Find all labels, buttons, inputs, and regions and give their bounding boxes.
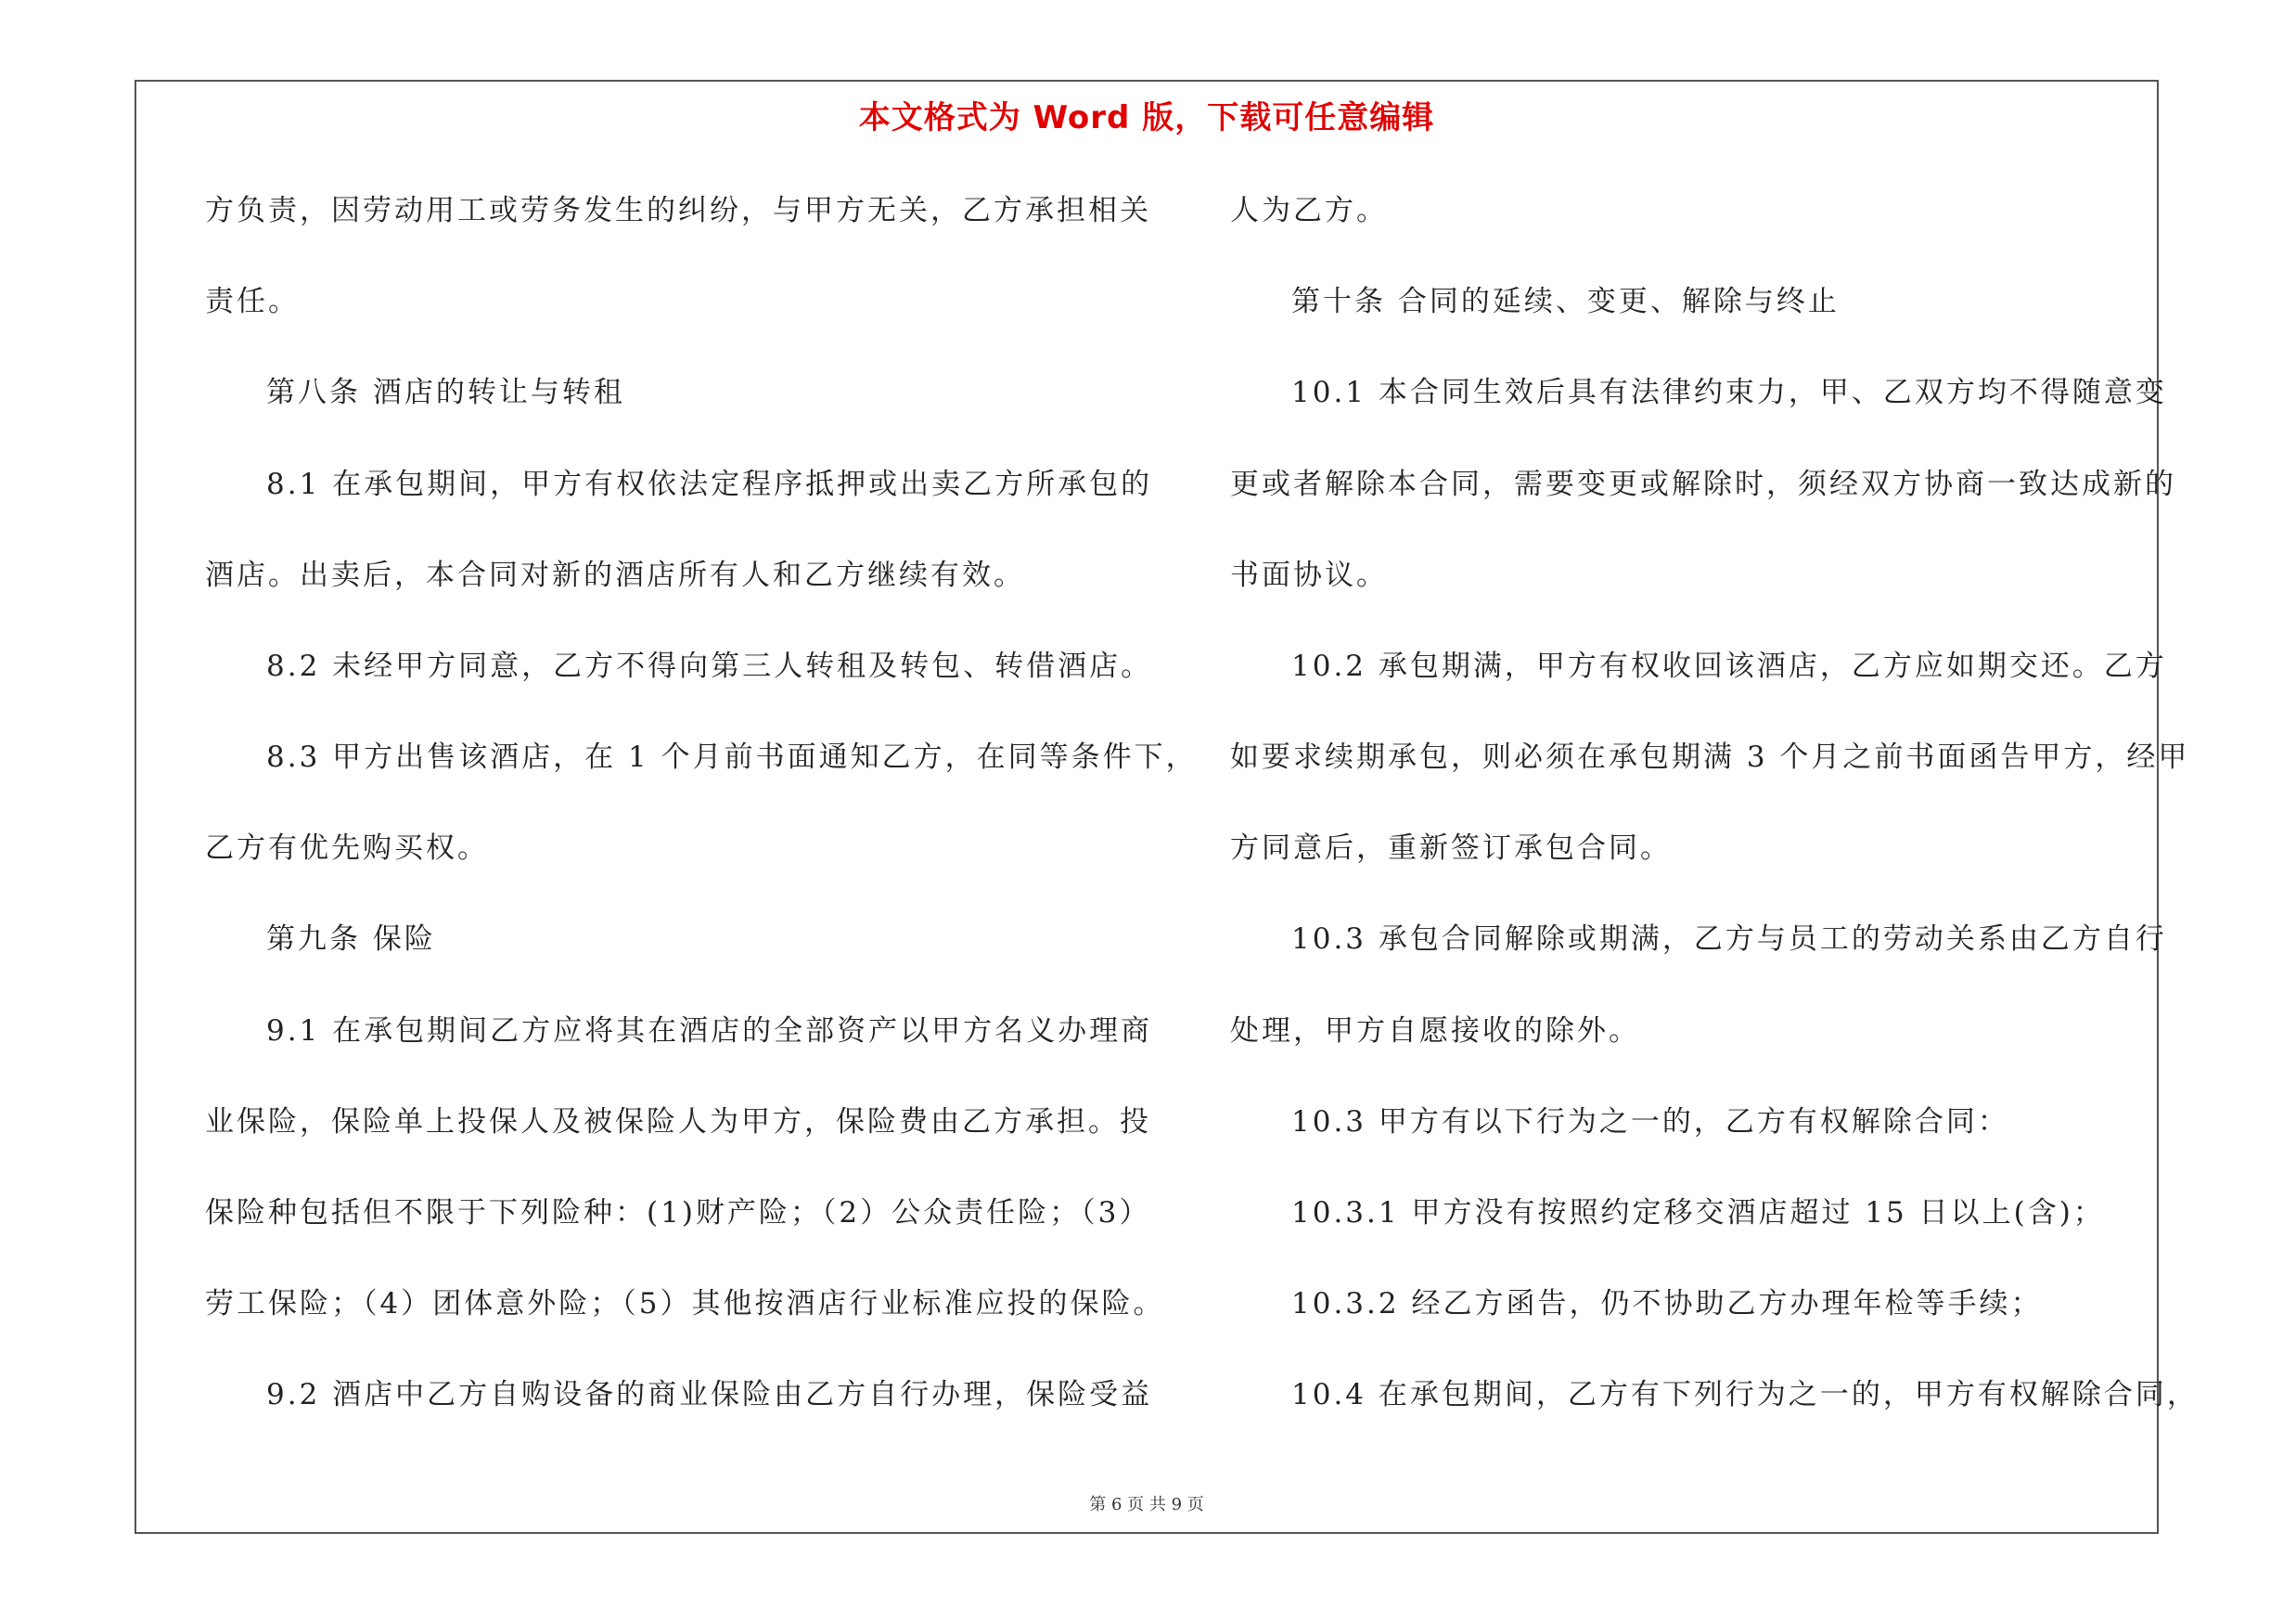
text-line: 更或者解除本合同，需要变更或解除时，须经双方协商一致达成新的 bbox=[1230, 468, 2176, 501]
text-line: 8.3 甲方出售该酒店，在 1 个月前书面通知乙方，在同等条件下， bbox=[266, 741, 1198, 774]
text-line: 10.3 承包合同解除或期满，乙方与员工的劳动关系由乙方自行 bbox=[1291, 922, 2167, 956]
text-line: 如要求续期承包，则必须在承包期满 3 个月之前书面函告甲方，经甲 bbox=[1230, 741, 2190, 774]
text-line: 10.2 承包期满，甲方有权收回该酒店，乙方应如期交还。乙方 bbox=[1291, 650, 2167, 683]
text-line: 10.3 甲方有以下行为之一的，乙方有权解除合同： bbox=[1291, 1105, 2009, 1139]
text-line: 9.1 在承包期间乙方应将其在酒店的全部资产以甲方名义办理商 bbox=[266, 1014, 1153, 1048]
text-line: 方同意后，重新签订承包合同。 bbox=[1230, 831, 1672, 865]
section-heading: 第八条 酒店的转让与转租 bbox=[266, 376, 625, 409]
text-line: 10.3.2 经乙方函告，仍不协助乙方办理年检等手续； bbox=[1291, 1287, 2043, 1320]
text-line: 业保险，保险单上投保人及被保险人为甲方，保险费由乙方承担。投 bbox=[205, 1105, 1151, 1139]
text-line: 9.2 酒店中乙方自购设备的商业保险由乙方自行办理，保险受益 bbox=[266, 1378, 1153, 1411]
section-heading: 第十条 合同的延续、变更、解除与终止 bbox=[1291, 285, 1840, 318]
section-heading: 第九条 保险 bbox=[266, 922, 436, 956]
text-line: 8.1 在承包期间，甲方有权依法定程序抵押或出卖乙方所承包的 bbox=[266, 468, 1153, 501]
text-line: 劳工保险；（4）团体意外险；（5）其他按酒店行业标准应投的保险。 bbox=[205, 1287, 1165, 1320]
word-format-notice: 本文格式为 Word 版，下载可任意编辑 bbox=[858, 99, 1435, 136]
text-line: 10.3.1 甲方没有按照约定移交酒店超过 15 日以上(含)； bbox=[1291, 1196, 2105, 1230]
text-line: 人为乙方。 bbox=[1230, 194, 1388, 227]
text-line: 保险种包括但不限于下列险种：(1)财产险；（2）公众责任险；（3） bbox=[205, 1196, 1151, 1230]
text-line: 乙方有优先购买权。 bbox=[205, 831, 489, 865]
text-line: 10.4 在承包期间，乙方有下列行为之一的，甲方有权解除合同， bbox=[1291, 1378, 2199, 1411]
text-line: 8.2 未经甲方同意，乙方不得向第三人转租及转包、转借酒店。 bbox=[266, 650, 1153, 683]
text-line: 10.1 本合同生效后具有法律约束力，甲、乙双方均不得随意变 bbox=[1291, 376, 2167, 409]
text-line: 方负责，因劳动用工或劳务发生的纠纷，与甲方无关，乙方承担相关 bbox=[205, 194, 1151, 227]
text-line: 酒店。出卖后，本合同对新的酒店所有人和乙方继续有效。 bbox=[205, 559, 1025, 592]
page-number: 第 6 页 共 9 页 bbox=[1089, 1495, 1204, 1514]
text-line: 书面协议。 bbox=[1230, 559, 1388, 592]
text-line: 处理，甲方自愿接收的除外。 bbox=[1230, 1014, 1640, 1048]
text-line: 责任。 bbox=[205, 285, 300, 318]
